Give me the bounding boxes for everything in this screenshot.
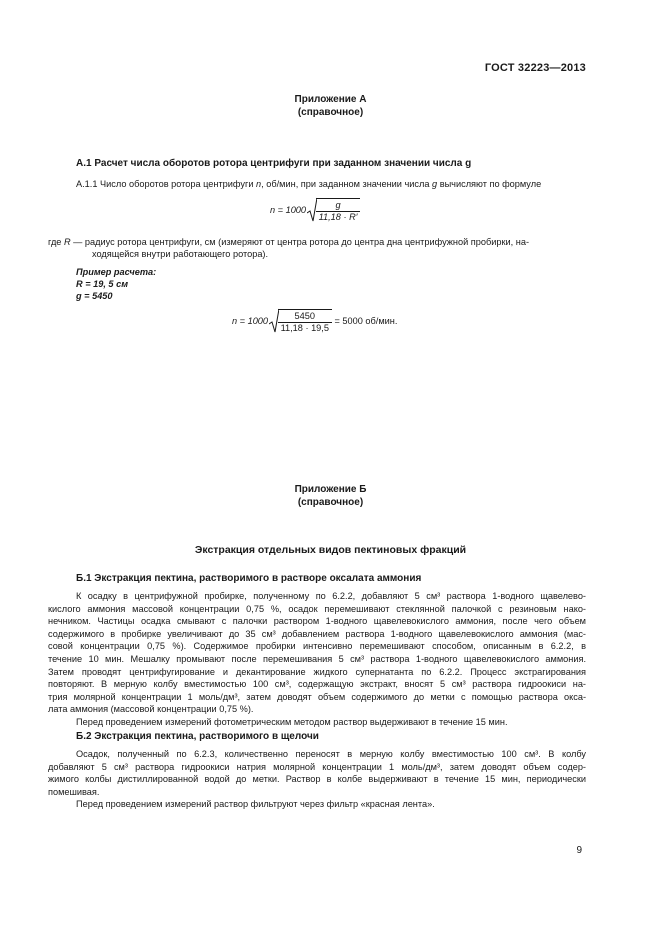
b1-last-line: Перед проведением измерений фотометрическим методом раствор выдерживают в течение 15 мин. bbox=[76, 716, 508, 727]
b2-line: добавляют 5 см³ раствора гидроокиси натрия молярной концентрации 1 моль/дм³, затем доводят объем содер- bbox=[48, 761, 586, 772]
where-clause-continuation: ходящейся внутри работающего ротора). bbox=[92, 249, 269, 259]
section-a1-title: А.1 Расчет числа оборотов ротора центрифуги при заданном значении числа g bbox=[76, 158, 472, 169]
variable-n: n bbox=[256, 179, 262, 189]
variable-r: R bbox=[63, 237, 71, 247]
b1-line: повторяют. В мерную колбу вместимостью 100 см³, содержащую экстракт, вносят 5 см³ раствора гидроокиси на- bbox=[48, 679, 586, 690]
annex-b-subtitle: (справочное) bbox=[297, 497, 364, 508]
formula-2-lhs: n = 1000 bbox=[232, 316, 269, 326]
formula-2-rhs: = 5000 об/мин. bbox=[334, 316, 398, 326]
b1-line: нечником. Частицы осадка смывают с палочки раствором 1-водного щавелевокислого аммония, после чего объем bbox=[48, 616, 586, 627]
annex-b-title: Приложение Б bbox=[294, 484, 367, 495]
where-prefix: где bbox=[48, 237, 64, 247]
example-g-value: g = 5450 bbox=[76, 291, 113, 301]
b2-line: помешивая. bbox=[48, 786, 100, 797]
paragraph-text: вычисляют по формуле bbox=[437, 179, 542, 189]
b2-line: жимого колбы дистиллированной водой до метки. Раствор в колбе выдерживают в течение 15 мин, периодически bbox=[48, 774, 586, 785]
b1-line: Затем проводят центрифугирование и декантирование жидкого супернатанта по 6.2.2. Процесс экстрагирования bbox=[48, 666, 586, 677]
b1-line: совой концентрации 0,75 %). Содержимое пробирки интенсивно перемешивают способом, описанным в 6.2.2, в bbox=[48, 641, 586, 652]
example-label: Пример расчета: bbox=[76, 267, 157, 277]
section-b1-body bbox=[48, 590, 586, 729]
annex-b-main-title: Экстракция отдельных видов пектиновых фракций bbox=[194, 544, 467, 556]
formula-2-denominator: 11,18 · 19,5 bbox=[280, 322, 329, 333]
b1-line: лата аммония (массовой концентрации 0,75 %). bbox=[48, 704, 254, 715]
b1-line: течение 10 мин. Мешалку промывают после перемешивания 5 см³ раствора 1-водного щавелевокислого аммония. bbox=[48, 653, 586, 664]
b1-line: К осадку в центрифужной пробирке, полученному по 6.2.2, добавляют 5 см³ раствора 1-водного щавелево- bbox=[76, 591, 586, 601]
section-b2-body bbox=[48, 748, 586, 811]
variable-g: g bbox=[432, 179, 438, 189]
formula-2-numerator: 5450 bbox=[278, 311, 332, 323]
section-b2-title: Б.2 Экстракция пектина, растворимого в щелочи bbox=[76, 731, 319, 742]
paragraph-text: А.1.1 Число оборотов ротора центрифуги bbox=[76, 179, 257, 189]
paragraph-text: , об/мин, при заданном значении числа bbox=[261, 179, 433, 189]
example-r-value: R = 19, 5 см bbox=[76, 279, 128, 289]
annex-a-subtitle: (справочное) bbox=[297, 107, 364, 118]
b2-last-line: Перед проведением измерений раствор фильтруют через фильтр «красная лента». bbox=[76, 799, 435, 810]
section-b1-title: Б.1 Экстракция пектина, растворимого в растворе оксалата аммония bbox=[76, 573, 422, 584]
formula-2 bbox=[232, 308, 397, 334]
b1-line: кислого аммония массовой концентрации 0,75 %, осадок перемешивают стеклянной палочкой с резиновым нако- bbox=[48, 603, 586, 614]
where-clause bbox=[48, 236, 586, 249]
b2-line: Осадок, полученный по 6.2.3, количественно переносят в мерную колбу вместимостью 100 см³. В колбу bbox=[76, 749, 586, 759]
b1-line: содержимого в пробирке увеличивают до 35 см³ добавлением раствора 1-водного щавелевокислого аммония (мас- bbox=[48, 628, 586, 639]
b1-line: трия молярной концентрации 1 моль/дм³, затем доводят объем содержимого до метки с помощью раствора окса- bbox=[48, 691, 586, 702]
where-text: — радиус ротора центрифуги, см (измеряют от центра ротора до центра дна центрифужной пробирки, на- bbox=[70, 237, 529, 247]
formula-2-fraction bbox=[278, 311, 332, 334]
annex-a-title: Приложение А bbox=[294, 94, 367, 105]
formula-1-lhs: n = 1000 bbox=[270, 205, 307, 215]
formula-1-numerator: g bbox=[316, 200, 361, 212]
document-standard-number: ГОСТ 32223—2013 bbox=[484, 62, 586, 74]
formula-1-fraction bbox=[316, 200, 361, 223]
paragraph-a1-1 bbox=[76, 178, 586, 191]
formula-1-denominator: 11,18 · R′ bbox=[318, 211, 358, 222]
formula-1 bbox=[270, 197, 360, 223]
page-number: 9 bbox=[576, 845, 582, 856]
